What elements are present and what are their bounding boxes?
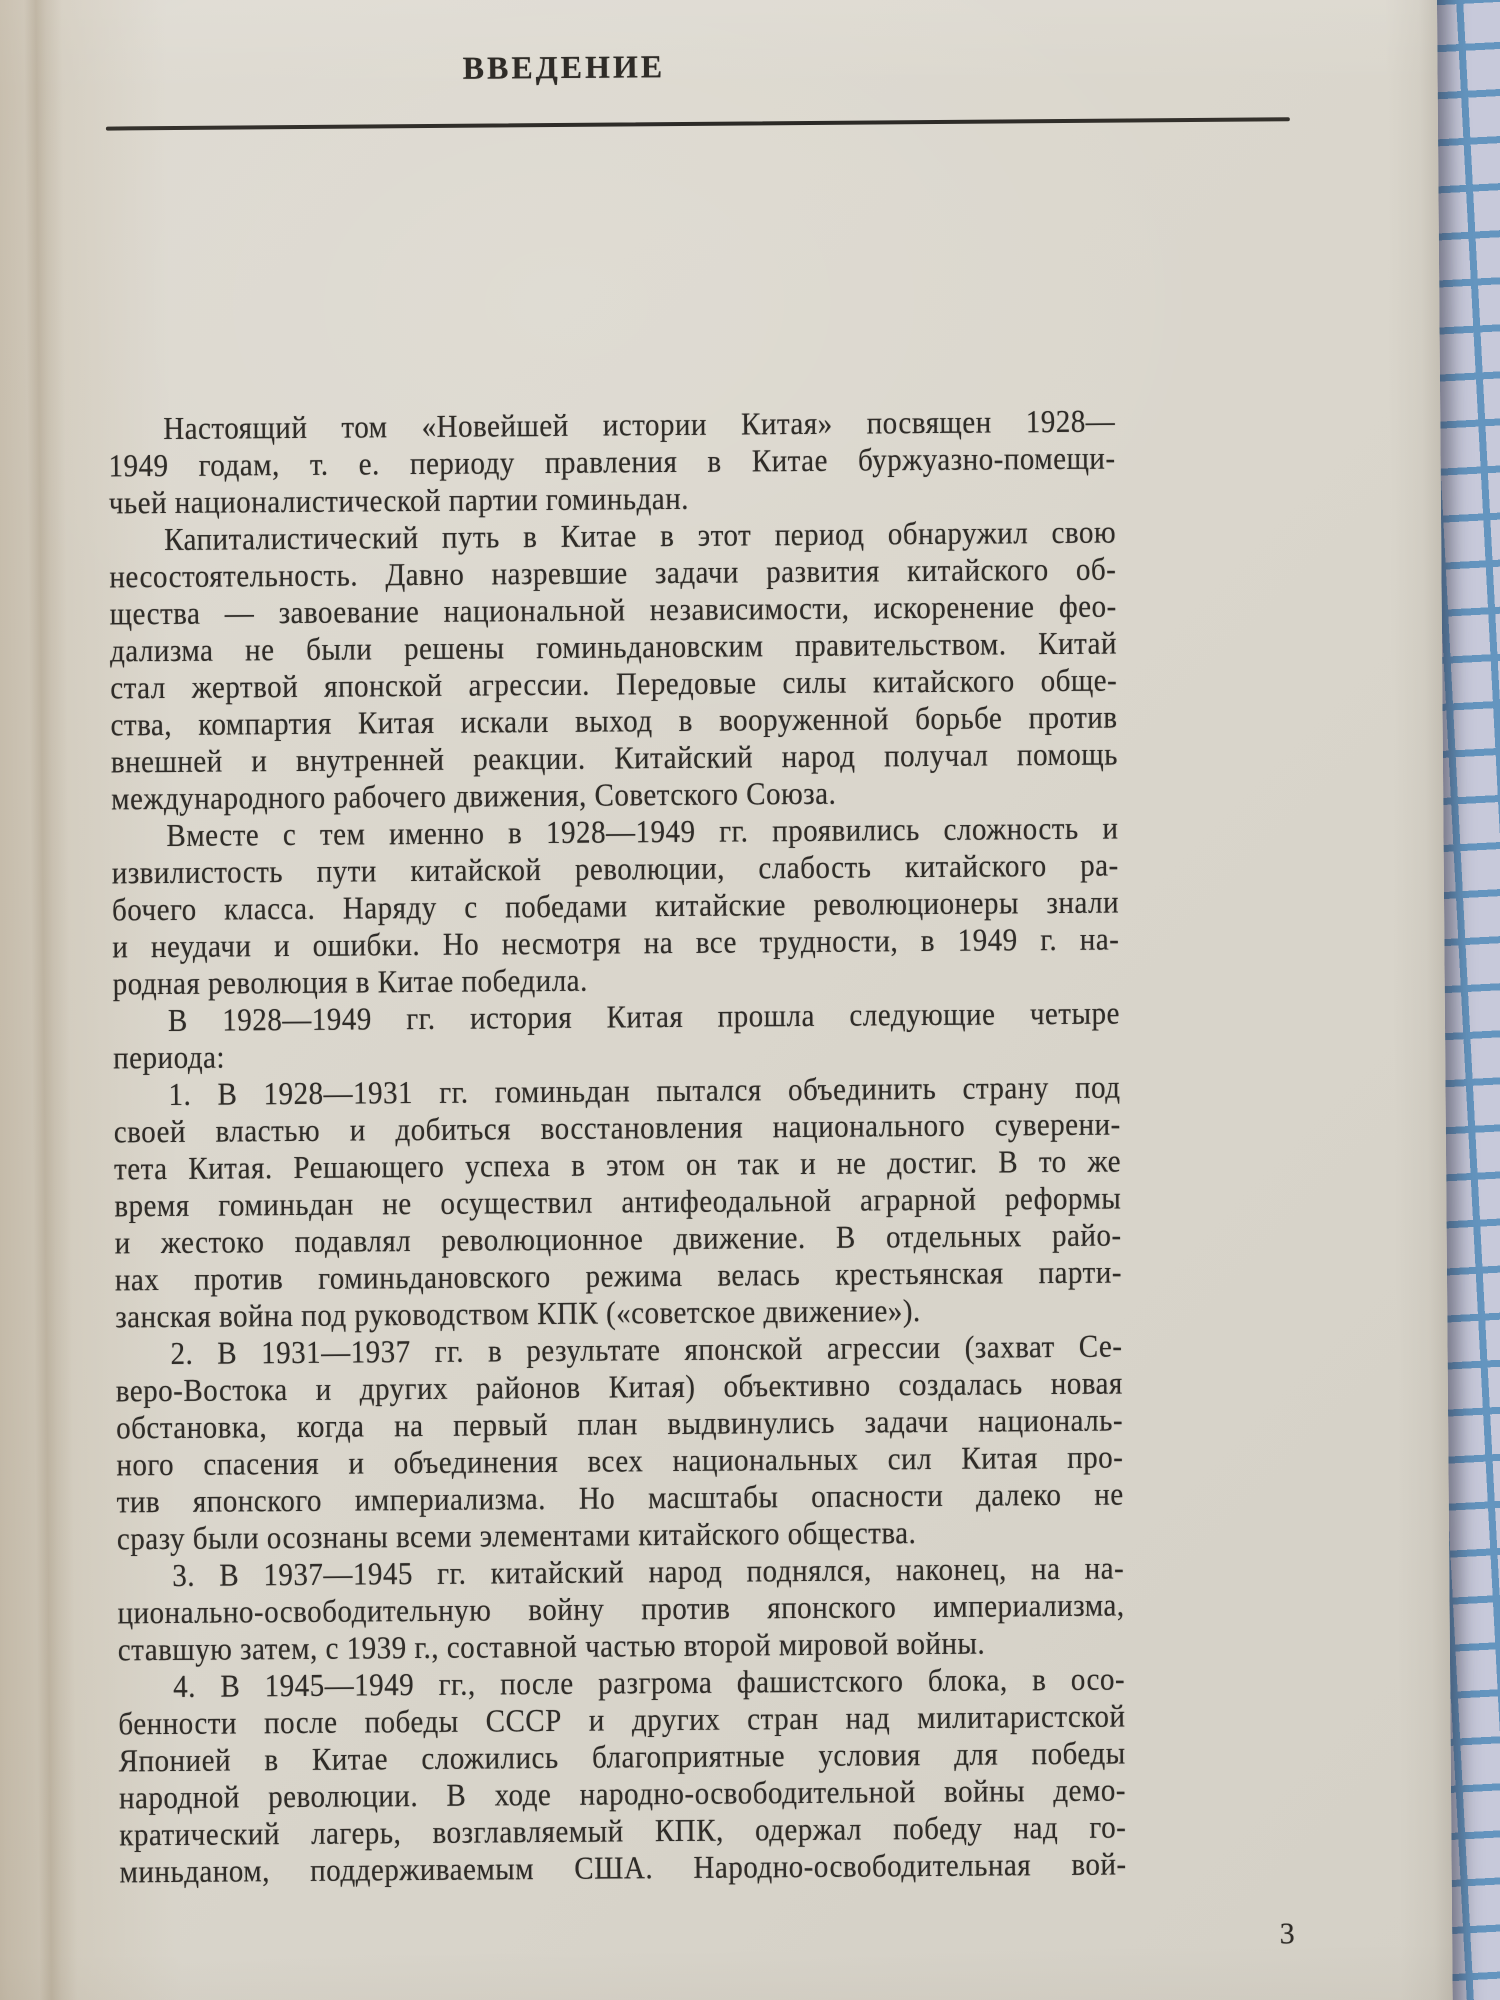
text-line: дализма не были решены гоминьдановским правительством. Китай	[109, 626, 1118, 670]
text-line: бочего класса. Наряду с победами китайские революционеры знали	[111, 884, 1120, 929]
text-line: ставшую затем, с 1939 г., составной частью второй мировой войны.	[117, 1626, 986, 1669]
text-line: Японией в Китае сложились благоприятные условия для победы	[118, 1735, 1126, 1780]
page-number: 3	[1279, 1917, 1295, 1951]
text-line: занская война под руководством КПК («советское движение»).	[115, 1293, 921, 1336]
text-line: Вместе с тем именно в 1928—1949 гг. проявились сложность и	[166, 810, 1119, 854]
body-text	[108, 404, 1127, 1892]
text-line: извилистость пути китайской революции, слабость китайского ра-	[111, 847, 1119, 892]
text-line: стал жертвой японской агрессии. Передовые силы китайского обще-	[110, 663, 1118, 707]
text-line: 1949 годам, т. е. периоду правления в Китае буржуазно-помещи-	[108, 441, 1116, 485]
text-line: родная революция в Китае победила.	[112, 963, 588, 1003]
text-line: кратический лагерь, возглавляемый КПК, одержал победу над го-	[119, 1809, 1127, 1854]
text-line: ства, компартия Китая искали выход в вооруженной борьбе против	[110, 700, 1118, 744]
text-line: нах против гоминьдановского режима велась крестьянская парти-	[114, 1254, 1123, 1299]
text-line: своей властью и добиться восстановления национального суверени-	[113, 1106, 1121, 1151]
text-line: тив японского империализма. Но масштабы опасности далеко не	[116, 1476, 1124, 1521]
text-line: Настоящий том «Новейшей истории Китая» посвящен 1928—	[163, 404, 1116, 447]
text-line: международного рабочего движения, Советского Союза.	[111, 776, 837, 818]
text-line: бенности после победы СССР и других стран над милитаристской	[118, 1698, 1126, 1743]
text-line: ного спасения и объединения всех национальных сил Китая про-	[116, 1439, 1124, 1484]
text-line: внешней и внутренней реакции. Китайский народ получал помощь	[110, 737, 1118, 781]
page-title: ВВЕДЕНИЕ	[462, 48, 666, 86]
title-rule	[106, 117, 1290, 130]
text-line: 3. В 1937—1945 гг. китайский народ поднялся, наконец, на на-	[172, 1550, 1125, 1594]
text-line: и неудачи и ошибки. Но несмотря на все трудности, в 1949 г. на-	[112, 921, 1120, 966]
text-line: время гоминьдан не осуществил антифеодальной аграрной реформы	[114, 1180, 1122, 1225]
text-line: и жестоко подавлял революционное движение. В отдельных райо-	[114, 1217, 1122, 1262]
text-line: народной революции. В ходе народно-освободительной войны демо-	[118, 1772, 1127, 1817]
text-line: несостоятельность. Давно назревшие задачи развития китайского об-	[109, 552, 1117, 596]
text-line: 4. В 1945—1949 гг., после разгрома фашистского блока, в осо-	[173, 1661, 1126, 1705]
text-line: веро-Востока и других районов Китая) объективно создалась новая	[115, 1365, 1123, 1410]
text-line: 1. В 1928—1931 гг. гоминьдан пытался объединить страну под	[168, 1069, 1121, 1113]
text-line: щества — завоевание национальной независимости, искоренение фео-	[109, 589, 1117, 633]
text-line: 2. В 1931—1937 гг. в результате японской агрессии (захват Се-	[170, 1328, 1123, 1372]
text-line: обстановка, когда на первый план выдвинулись задачи националь-	[115, 1402, 1124, 1447]
text-line: Капиталистический путь в Китае в этот период обнаружил свою	[163, 515, 1117, 558]
text-line: тета Китая. Решающего успеха в этом он так и не достиг. В то же	[113, 1143, 1122, 1188]
text-line: ционально-освободительную войну против японского империализма,	[117, 1587, 1125, 1632]
text-line: чьей националистической партии гоминьдан.	[108, 481, 690, 522]
text-line: миньданом, поддерживаемым США. Народно-освободительная вой-	[119, 1846, 1127, 1891]
text-line: сразу были осознаны всеми элементами китайского общества.	[116, 1515, 917, 1558]
text-line: периода:	[113, 1040, 226, 1077]
text-line: В 1928—1949 гг. история Китая прошла следующие четыре	[167, 995, 1121, 1039]
